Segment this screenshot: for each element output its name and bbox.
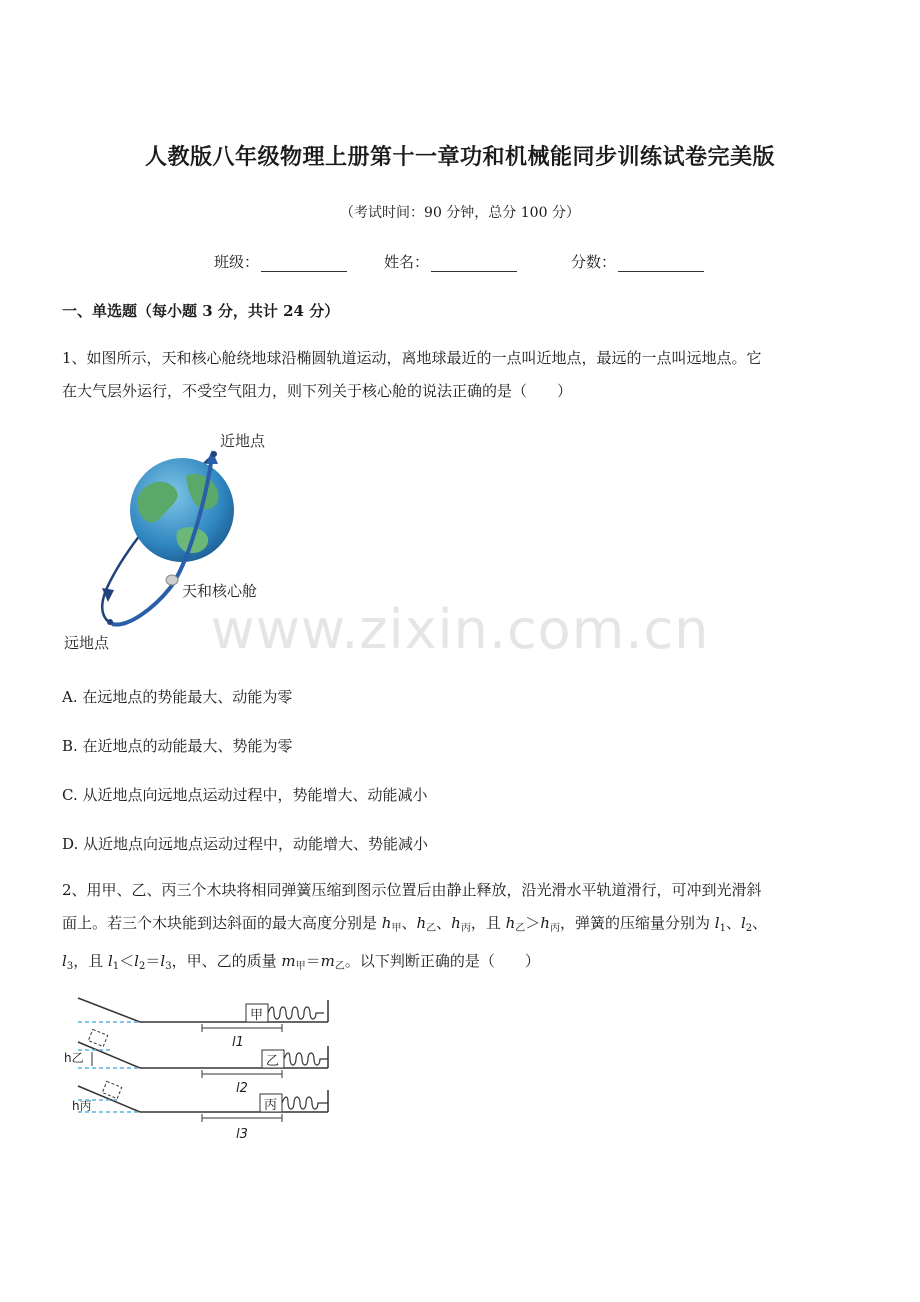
question-1-line-2: 在大气层外运行，不受空气阻力，则下列关于核心舱的说法正确的是（ ） (62, 382, 573, 400)
question-1-text (62, 342, 862, 408)
score-blank[interactable] (618, 257, 704, 272)
question-2-text (62, 874, 862, 983)
module-icon (166, 575, 178, 585)
watermark: www.zixin.com.cn (210, 598, 710, 661)
name-field (384, 251, 517, 272)
section-heading: 一、单选题（每小题 3 分，共计 24 分） (62, 302, 340, 320)
class-label: 班级： (214, 253, 260, 271)
l3-label: l3 (236, 1127, 248, 1142)
class-field (214, 251, 347, 272)
option-d[interactable]: D. 从近地点向远地点运动过程中，动能增大、势能减小 (62, 835, 429, 853)
perigee-label: 近地点 (220, 432, 266, 450)
spring-1 (268, 1007, 324, 1019)
l2-label: l2 (236, 1081, 248, 1096)
question-1-line-1: 1、如图所示，天和核心舱绕地球沿椭圆轨道运动，离地球最近的一点叫近地点，最远的一点叫远地点。它 (62, 349, 762, 367)
option-c[interactable]: C. 从近地点向远地点运动过程中，势能增大、动能减小 (62, 786, 428, 804)
perigee-point (211, 451, 217, 457)
name-label: 姓名： (384, 253, 430, 271)
ramp-2 (78, 1042, 140, 1068)
l1-label: l1 (232, 1035, 244, 1050)
question-2-line-1: 2、用甲、乙、丙三个木块将相同弹簧压缩到图示位置后由静止释放，沿光滑水平轨道滑行，可冲到光滑斜 (62, 881, 762, 899)
apogee-label: 远地点 (64, 634, 110, 652)
page-title: 人教版八年级物理上册第十一章功和机械能同步训练试卷完美版 (144, 144, 775, 170)
spring-figure (60, 990, 340, 1150)
option-b[interactable]: B. 在近地点的动能最大、势能为零 (62, 737, 293, 755)
option-a[interactable]: A. 在远地点的势能最大、动能为零 (62, 688, 293, 706)
ramp-1 (78, 998, 140, 1022)
class-blank[interactable] (261, 257, 347, 272)
spring-3 (282, 1097, 328, 1109)
block-jia-label: 甲 (250, 1008, 264, 1023)
score-label: 分数： (571, 253, 617, 271)
h-bing-label: h丙 (72, 1099, 92, 1113)
name-blank[interactable] (431, 257, 517, 272)
exam-info: （考试时间：90 分钟，总分 100 分） (340, 205, 580, 221)
block-bing-ghost (102, 1081, 121, 1098)
spring-2 (284, 1053, 328, 1065)
block-yi-label: 乙 (266, 1054, 280, 1069)
module-label: 天和核心舱 (182, 582, 258, 600)
score-field (571, 251, 704, 272)
block-yi-ghost (88, 1029, 107, 1046)
h-yi-label: h乙 (64, 1051, 84, 1065)
question-2-line-2: 面上。若三个木块能到达斜面的最大高度分别是 $h_甲$、$h_乙$、$h_丙$，且 $h_乙>h_丙$，弹簧的压缩量分别为 $l_1$、$l_2$、 (62, 914, 768, 934)
question-2-line-3: $l_3$，且 $l_1<l_2=l_3$，甲、乙的质量 $m_甲=m_乙$。以下判断正确的是（ ） (62, 952, 540, 972)
block-bing-label: 丙 (264, 1098, 278, 1113)
